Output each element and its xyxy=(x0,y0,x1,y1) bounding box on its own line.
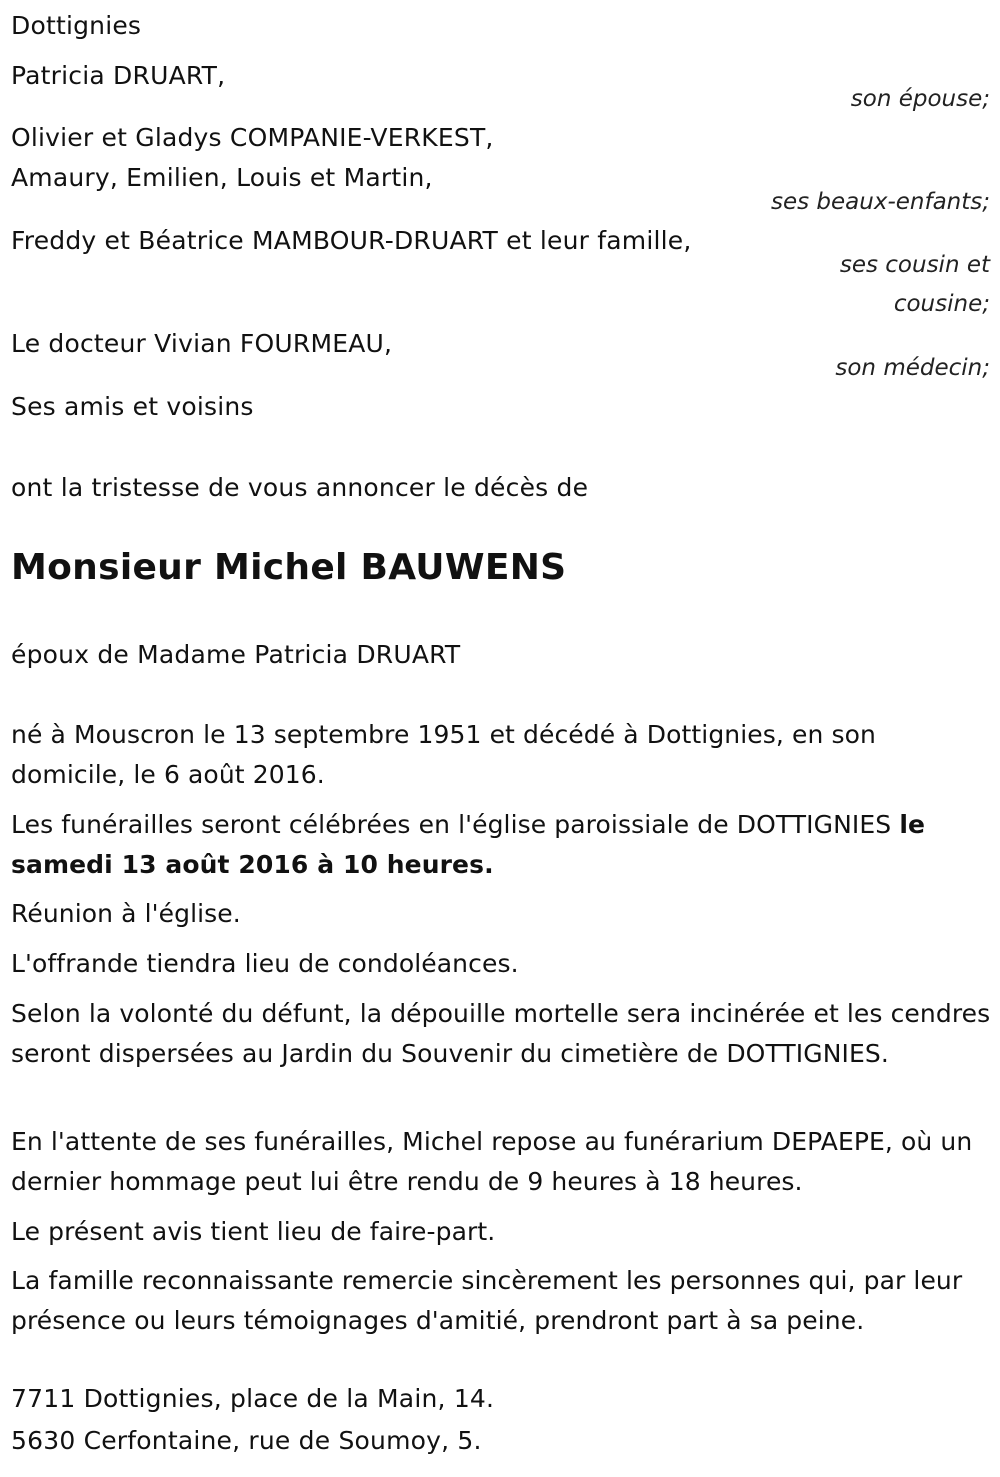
rest-paragraph: En l'attente de ses funérailles, Michel repose au funérarium DEPAEPE, où un dernier hommage peut lui être rendu de 9 heures à 18 heures. xyxy=(11,1127,973,1196)
funeral-paragraph xyxy=(11,805,991,885)
address-dottignies: 7711 Dottignies, place de la Main, 14. xyxy=(11,1384,495,1413)
deceased-name: Monsieur Michel BAUWENS xyxy=(11,547,567,588)
mourner-doctor: Le docteur Vivian FOURMEAU, xyxy=(11,329,393,358)
birth-death-paragraph: né à Mouscron le 13 septembre 1951 et décédé à Dottignies, en son domicile, le 6 août 2016. xyxy=(11,720,876,789)
town-heading: Dottignies xyxy=(11,11,142,40)
relation-spouse: son épouse; xyxy=(850,86,990,112)
relation-cousins-line1: ses cousin et xyxy=(839,252,990,278)
announcement-text: ont la tristesse de vous annoncer le décès de xyxy=(11,473,589,502)
relation-cousins-line2: cousine; xyxy=(893,291,990,317)
spouse-line: époux de Madame Patricia DRUART xyxy=(11,640,461,669)
mourner-cousins: Freddy et Béatrice MAMBOUR-DRUART et leur famille, xyxy=(11,226,692,255)
mourner-stepchildren-parents: Olivier et Gladys COMPANIE-VERKEST, xyxy=(11,123,494,152)
meeting-paragraph: Réunion à l'église. xyxy=(11,899,241,928)
relation-stepchildren: ses beaux-enfants; xyxy=(770,189,990,215)
cremation-paragraph: Selon la volonté du défunt, la dépouille mortelle sera incinérée et les cendres seront dispersées au Jardin du Souvenir du cimetière de DOTTIGNIES. xyxy=(11,999,991,1068)
thanks-paragraph: La famille reconnaissante remercie sincèrement les personnes qui, par leur présence ou leurs témoignages d'amitié, prendront part à sa peine. xyxy=(11,1266,963,1335)
mourner-friends: Ses amis et voisins xyxy=(11,392,254,421)
relation-doctor: son médecin; xyxy=(835,355,990,381)
notice-paragraph: Le présent avis tient lieu de faire-part. xyxy=(11,1217,496,1246)
mourner-stepchildren-kids: Amaury, Emilien, Louis et Martin, xyxy=(11,163,433,192)
offering-paragraph: L'offrande tiendra lieu de condoléances. xyxy=(11,949,519,978)
funeral-date: le samedi 13 août 2016 à 10 heures. xyxy=(11,810,926,879)
address-cerfontaine: 5630 Cerfontaine, rue de Soumoy, 5. xyxy=(11,1426,482,1455)
funeral-text: Les funérailles seront célébrées en l'église paroissiale de DOTTIGNIES xyxy=(11,810,900,839)
mourner-spouse: Patricia DRUART, xyxy=(11,61,226,90)
